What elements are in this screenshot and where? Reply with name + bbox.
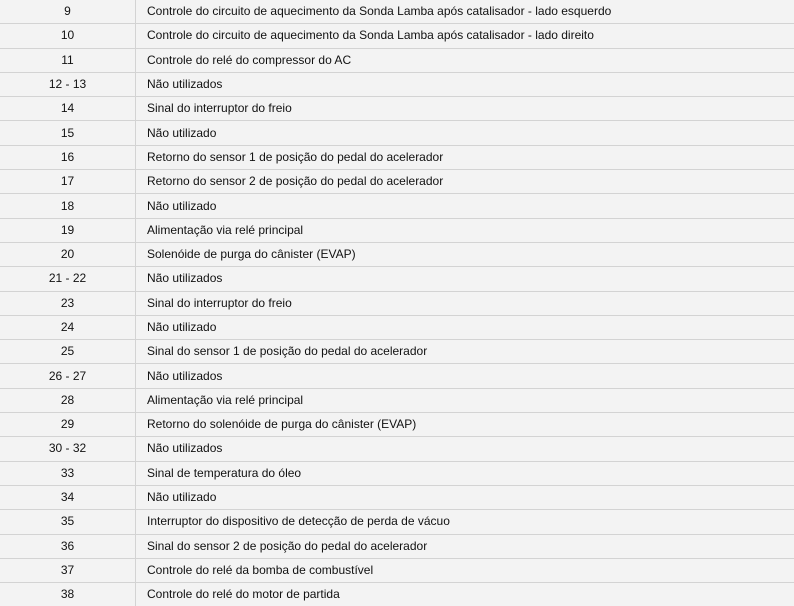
table-row <box>0 48 794 72</box>
table-row <box>0 364 794 388</box>
pin-number-cell: 9 <box>0 0 136 24</box>
pin-description-cell: Controle do relé do motor de partida <box>136 583 794 606</box>
table-row <box>0 72 794 96</box>
pin-number-cell: 34 <box>0 485 136 509</box>
pin-number-cell: 37 <box>0 558 136 582</box>
pin-description-cell: Não utilizado <box>136 315 794 339</box>
table-row <box>0 558 794 582</box>
table-row <box>0 267 794 291</box>
pin-number-cell: 10 <box>0 24 136 48</box>
pin-description-cell: Não utilizados <box>136 437 794 461</box>
pin-number-cell: 25 <box>0 340 136 364</box>
table-row <box>0 218 794 242</box>
pin-description-cell: Retorno do sensor 2 de posição do pedal do acelerador <box>136 170 794 194</box>
pin-description-cell: Não utilizado <box>136 485 794 509</box>
pin-description-cell: Sinal do interruptor do freio <box>136 97 794 121</box>
pin-description-cell: Alimentação via relé principal <box>136 218 794 242</box>
table-row <box>0 583 794 606</box>
pin-description-cell: Solenóide de purga do cânister (EVAP) <box>136 242 794 266</box>
table-row <box>0 242 794 266</box>
table-row <box>0 461 794 485</box>
pin-description-cell: Sinal de temperatura do óleo <box>136 461 794 485</box>
pin-number-cell: 33 <box>0 461 136 485</box>
table-row <box>0 388 794 412</box>
table-row <box>0 97 794 121</box>
pin-description-cell: Sinal do interruptor do freio <box>136 291 794 315</box>
pin-description-cell: Interruptor do dispositivo de detecção de perda de vácuo <box>136 510 794 534</box>
pin-number-cell: 11 <box>0 48 136 72</box>
pin-number-cell: 20 <box>0 242 136 266</box>
pin-number-cell: 36 <box>0 534 136 558</box>
pin-description-cell: Controle do circuito de aquecimento da Sonda Lamba após catalisador - lado esquerdo <box>136 0 794 24</box>
table-row <box>0 340 794 364</box>
pin-description-cell: Controle do circuito de aquecimento da Sonda Lamba após catalisador - lado direito <box>136 24 794 48</box>
pin-number-cell: 18 <box>0 194 136 218</box>
pin-description-cell: Não utilizados <box>136 267 794 291</box>
pin-number-cell: 14 <box>0 97 136 121</box>
pin-description-cell: Não utilizados <box>136 72 794 96</box>
table-row <box>0 170 794 194</box>
pin-number-cell: 26 - 27 <box>0 364 136 388</box>
table-row <box>0 24 794 48</box>
table-row <box>0 413 794 437</box>
table-row <box>0 485 794 509</box>
pin-number-cell: 24 <box>0 315 136 339</box>
pin-description-cell: Sinal do sensor 1 de posição do pedal do acelerador <box>136 340 794 364</box>
pin-number-cell: 29 <box>0 413 136 437</box>
table-row <box>0 534 794 558</box>
pin-description-cell: Controle do relé da bomba de combustível <box>136 558 794 582</box>
table-row <box>0 510 794 534</box>
pin-description-cell: Não utilizados <box>136 364 794 388</box>
pin-number-cell: 28 <box>0 388 136 412</box>
pin-number-cell: 12 - 13 <box>0 72 136 96</box>
pin-number-cell: 17 <box>0 170 136 194</box>
table-row <box>0 291 794 315</box>
table-row <box>0 121 794 145</box>
pin-description-cell: Retorno do sensor 1 de posição do pedal do acelerador <box>136 145 794 169</box>
pin-number-cell: 23 <box>0 291 136 315</box>
pin-description-cell: Retorno do solenóide de purga do cânister (EVAP) <box>136 413 794 437</box>
table-row <box>0 315 794 339</box>
pin-number-cell: 35 <box>0 510 136 534</box>
pin-number-cell: 15 <box>0 121 136 145</box>
pin-number-cell: 38 <box>0 583 136 606</box>
table-row <box>0 0 794 24</box>
table-row <box>0 145 794 169</box>
pin-description-cell: Não utilizado <box>136 194 794 218</box>
pin-number-cell: 16 <box>0 145 136 169</box>
pin-description-cell: Alimentação via relé principal <box>136 388 794 412</box>
table-row <box>0 437 794 461</box>
pin-number-cell: 30 - 32 <box>0 437 136 461</box>
pin-description-cell: Controle do relé do compressor do AC <box>136 48 794 72</box>
pin-number-cell: 21 - 22 <box>0 267 136 291</box>
table-row <box>0 194 794 218</box>
pin-description-cell: Não utilizado <box>136 121 794 145</box>
pin-number-cell: 19 <box>0 218 136 242</box>
pin-description-cell: Sinal do sensor 2 de posição do pedal do acelerador <box>136 534 794 558</box>
